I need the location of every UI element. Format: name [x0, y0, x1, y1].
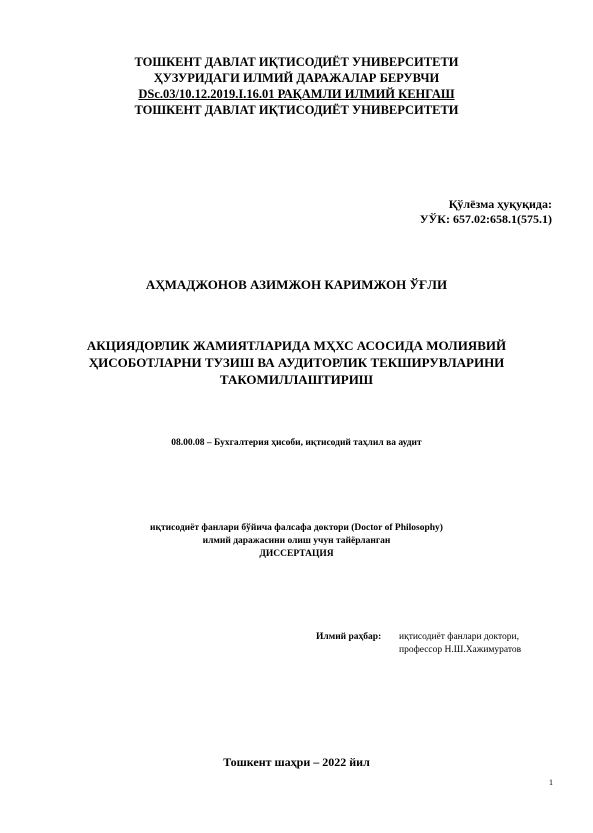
page-number: 1 — [549, 778, 553, 787]
degree-line-2: илмий даражасини олиш учун тайёрланган — [202, 536, 391, 546]
header-line-2: ҲУЗУРИДАГИ ИЛМИЙ ДАРАЖАЛАР БЕРУВЧИ — [153, 71, 440, 85]
udc-code: УЎК: 657.02:658.1(575.1) — [419, 212, 552, 226]
specialty-code: 08.00.08 – Бухгалтерия ҳисоби, иқтисодий таҳлил ва аудит — [171, 438, 422, 448]
supervisor-degree: иқтисодиёт фанлари доктори, — [399, 632, 519, 642]
header-line-1: ТОШКЕНТ ДАВЛАТ ИҚТИСОДИЁТ УНИВЕРСИТЕТИ — [134, 55, 459, 69]
document-type: ДИССЕРТАЦИЯ — [259, 549, 334, 559]
supervisor-label: Илмий раҳбар: — [316, 632, 382, 642]
supervisor-name: профессор Н.Ш.Хажимуратов — [399, 645, 522, 655]
title-line-2: ҲИСОБОТЛАРНИ ТУЗИШ ВА АУДИТОРЛИК ТЕКШИРУВЛАРИНИ — [88, 355, 505, 370]
manuscript-rights: Қўлёзма ҳуқуқида: — [448, 197, 552, 211]
title-line-3: ТАКОМИЛЛАШТИРИШ — [219, 372, 374, 387]
degree-line-1: иқтисодиёт фанлари бўйича фалсафа доктори (Doctor of Philosophy) — [150, 523, 443, 533]
council-code: DSc.03/10.12.2019.I.16.01 РАҚАМЛИ ИЛМИЙ КЕНГАШ — [138, 87, 455, 101]
author-name: АҲМАДЖОНОВ АЗИМЖОН КАРИМЖОН ЎҒЛИ — [145, 277, 448, 292]
header-line-3-wrap — [0, 86, 593, 102]
title-line-1: АКЦИЯДОРЛИК ЖАМИЯТЛАРИДА МҲХС АСОСИДА МОЛИЯВИЙ — [86, 338, 507, 353]
header-line-4: ТОШКЕНТ ДАВЛАТ ИҚТИСОДИЁТ УНИВЕРСИТЕТИ — [134, 103, 459, 117]
city-year: Тошкент шаҳри – 2022 йил — [223, 755, 370, 769]
